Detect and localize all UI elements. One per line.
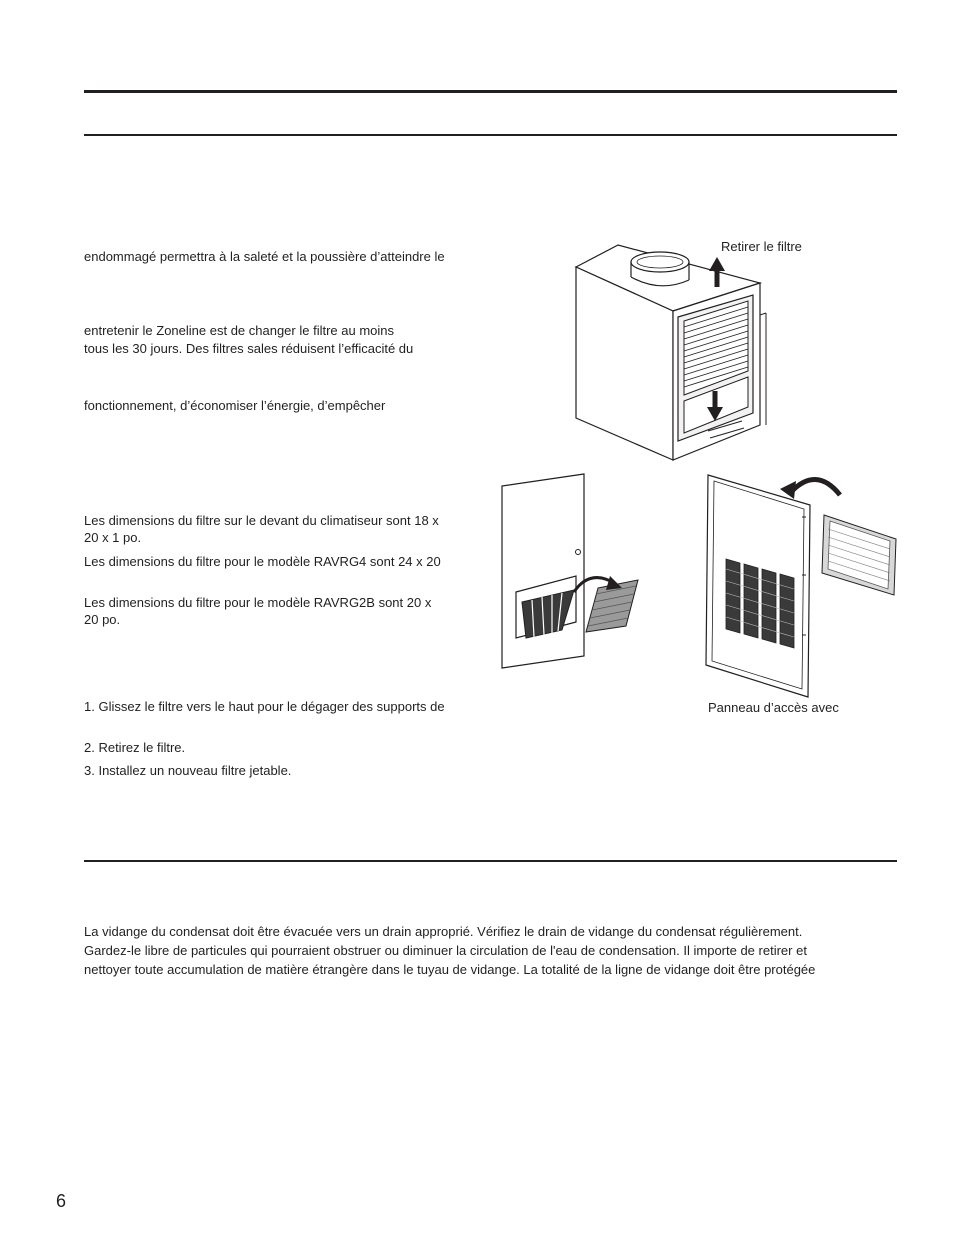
body-text-line: entretenir le Zoneline est de changer le filtre au moins — [84, 323, 395, 338]
condensate-paragraph — [84, 922, 914, 979]
filter-dimension-text: Les dimensions du filtre pour le modèle RAVRG2B sont 20 x — [84, 595, 432, 610]
section-rule — [84, 860, 897, 862]
filter-dimension-text: Les dimensions du filtre pour le modèle RAVRG4 sont 24 x 20 — [84, 554, 441, 569]
caption-access-panel: Panneau d’accès avec — [708, 700, 839, 715]
filter-dimension-text: Les dimensions du filtre sur le devant du climatiseur sont 18 x — [84, 513, 439, 528]
filter-dimension-text: 20 po. — [84, 612, 121, 627]
filter-dimension-text: 20 x 1 po. — [84, 530, 142, 545]
body-text-line: fonctionnement, d’économiser l’énergie, d’empêcher — [84, 398, 386, 413]
step-item: 1. Glissez le filtre vers le haut pour le dégager des supports de — [84, 699, 445, 714]
caption-remove-filter: Retirer le filtre — [721, 239, 802, 254]
access-panel-illustration — [700, 465, 900, 705]
condensate-line: Gardez-le libre de particules qui pourraient obstruer ou diminuer la circulation de l'eau de condensation. Il importe de retirer et — [84, 943, 807, 958]
unit-filter-illustration — [560, 235, 780, 470]
wall-panel-illustration — [498, 470, 648, 670]
top-rule-thin — [84, 134, 897, 136]
condensate-line: La vidange du condensat doit être évacuée vers un drain approprié. Vérifiez le drain de vidange du condensat régulièrement. — [84, 924, 803, 939]
page-number: 6 — [56, 1191, 67, 1211]
top-rule-thick — [84, 90, 897, 93]
body-text-line: endommagé permettra à la saleté et la poussière d’atteindre le — [84, 249, 445, 264]
condensate-line: nettoyer toute accumulation de matière étrangère dans le tuyau de vidange. La totalité de la ligne de vidange doit être protégée — [84, 962, 816, 977]
step-item: 2. Retirez le filtre. — [84, 740, 186, 755]
step-item: 3. Installez un nouveau filtre jetable. — [84, 763, 292, 778]
body-text-line: tous les 30 jours. Des filtres sales réduisent l’efficacité du — [84, 341, 414, 356]
